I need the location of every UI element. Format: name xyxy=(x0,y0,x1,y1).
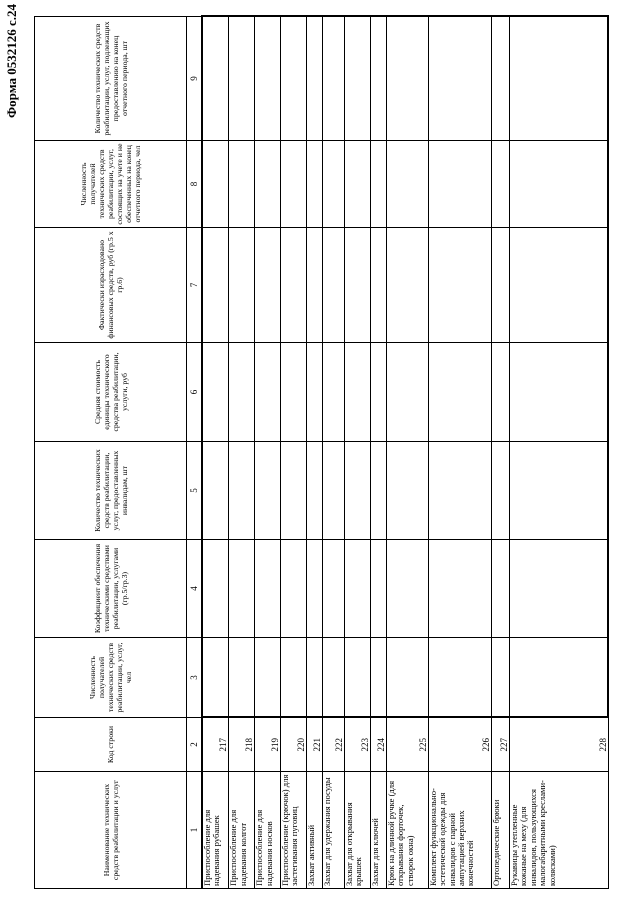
data-cell[interactable] xyxy=(322,638,344,718)
data-cell[interactable] xyxy=(202,540,229,638)
column-number: 7 xyxy=(187,228,203,343)
data-cell[interactable] xyxy=(255,540,281,638)
table-row xyxy=(202,17,229,889)
data-cell[interactable] xyxy=(281,141,307,228)
row-code: 227 xyxy=(491,718,509,772)
data-cell[interactable] xyxy=(229,343,255,442)
row-name: Захват для открывания крышек xyxy=(345,772,371,889)
data-cell[interactable] xyxy=(307,540,323,638)
data-cell[interactable] xyxy=(307,141,323,228)
column-number-row xyxy=(187,17,203,889)
column-header-spent: Фактически израсходовано финансовых средств, руб (гр.5 х гр.6) xyxy=(35,228,187,343)
data-cell[interactable] xyxy=(281,442,307,540)
data-cell[interactable] xyxy=(386,442,428,540)
data-cell[interactable] xyxy=(491,442,509,540)
data-cell[interactable] xyxy=(491,638,509,718)
data-cell[interactable] xyxy=(229,638,255,718)
column-header-coefficient: Коэффициент обеспечения техническими средствами реабилитации, услугами (гр.5/гр.3) xyxy=(35,540,187,638)
data-cell[interactable] xyxy=(255,442,281,540)
row-code: 228 xyxy=(510,718,608,772)
row-name: Приспособление (крючок) для застегивания пуговиц xyxy=(281,772,307,889)
row-name: Приспособление для надевания колгот xyxy=(229,772,255,889)
data-cell[interactable] xyxy=(428,343,491,442)
data-cell[interactable] xyxy=(281,17,307,141)
row-code: 219 xyxy=(255,718,281,772)
data-cell[interactable] xyxy=(510,343,608,442)
table-row xyxy=(371,17,387,889)
data-cell[interactable] xyxy=(202,638,229,718)
data-cell[interactable] xyxy=(202,141,229,228)
data-cell[interactable] xyxy=(345,343,371,442)
column-header-code: Код строки xyxy=(35,718,187,772)
row-code: 224 xyxy=(371,718,387,772)
data-cell[interactable] xyxy=(386,17,428,141)
data-cell[interactable] xyxy=(491,228,509,343)
data-cell[interactable] xyxy=(510,228,608,343)
data-cell[interactable] xyxy=(229,540,255,638)
data-cell[interactable] xyxy=(281,343,307,442)
data-cell[interactable] xyxy=(428,540,491,638)
column-header-unprovided: Численность получателей технических средств реабилитации, услуг, состоящих на учете и не обеспеченных на конец отчетного периода, чел xyxy=(35,141,187,228)
data-cell[interactable] xyxy=(345,442,371,540)
table-row xyxy=(229,17,255,889)
row-code: 225 xyxy=(386,718,428,772)
column-number: 2 xyxy=(187,718,203,772)
data-cell[interactable] xyxy=(202,228,229,343)
column-header-avg-cost: Средняя стоимость единицы технического средства реабилитации, услуги, руб xyxy=(35,343,187,442)
data-cell[interactable] xyxy=(510,540,608,638)
row-code: 222 xyxy=(322,718,344,772)
row-name: Комплект функционально-эстетической одежды для инвалидов с парной ампутацией верхних конечностей xyxy=(428,772,491,889)
data-cell[interactable] xyxy=(322,141,344,228)
row-name: Ортопедические брюки xyxy=(491,772,509,889)
form-code: Форма 0532126 с.24 xyxy=(4,4,19,118)
row-code: 221 xyxy=(307,718,323,772)
row-code: 223 xyxy=(345,718,371,772)
data-cell[interactable] xyxy=(371,442,387,540)
column-number: 1 xyxy=(187,772,203,889)
column-header-quantity: Количество технических средств реабилитации, услуг, предоставленных инвалидам, шт xyxy=(35,442,187,540)
row-name: Приспособление для надевания носков xyxy=(255,772,281,889)
data-cell[interactable] xyxy=(428,638,491,718)
data-cell[interactable] xyxy=(345,17,371,141)
row-name: Крюк на длинной ручке (для открывания форточек, створок окна) xyxy=(386,772,428,889)
data-cell[interactable] xyxy=(202,343,229,442)
data-cell[interactable] xyxy=(307,638,323,718)
data-cell[interactable] xyxy=(322,228,344,343)
row-name: Захват активный xyxy=(307,772,323,889)
data-cell[interactable] xyxy=(322,17,344,141)
data-cell[interactable] xyxy=(386,141,428,228)
row-name: Рукавицы утепленные кожаные на меху (для инвалидов, пользующихся малогабаритными креслами-колясками) xyxy=(510,772,608,889)
data-cell[interactable] xyxy=(229,17,255,141)
column-number: 8 xyxy=(187,141,203,228)
table-row xyxy=(386,17,428,889)
table-row xyxy=(510,17,608,889)
table-row xyxy=(255,17,281,889)
column-number: 4 xyxy=(187,540,203,638)
data-cell[interactable] xyxy=(345,638,371,718)
data-cell[interactable] xyxy=(371,228,387,343)
data-cell[interactable] xyxy=(491,141,509,228)
data-cell[interactable] xyxy=(202,442,229,540)
data-cell[interactable] xyxy=(345,228,371,343)
data-cell[interactable] xyxy=(345,141,371,228)
column-number: 6 xyxy=(187,343,203,442)
row-code: 218 xyxy=(229,718,255,772)
data-cell[interactable] xyxy=(255,638,281,718)
data-cell[interactable] xyxy=(491,540,509,638)
data-cell[interactable] xyxy=(255,17,281,141)
row-code: 220 xyxy=(281,718,307,772)
data-cell[interactable] xyxy=(510,17,608,141)
data-cell[interactable] xyxy=(386,343,428,442)
data-cell[interactable] xyxy=(307,442,323,540)
row-code: 217 xyxy=(202,718,229,772)
row-name: Захват для удержания посуды xyxy=(322,772,344,889)
column-header-to-provide: Количество технических средств реабилитации, услуг, подлежащих предоставлению на конец отчетного периода, шт xyxy=(35,17,187,141)
data-cell[interactable] xyxy=(491,343,509,442)
data-cell[interactable] xyxy=(322,343,344,442)
data-cell[interactable] xyxy=(371,141,387,228)
column-number: 3 xyxy=(187,638,203,718)
data-cell[interactable] xyxy=(255,343,281,442)
data-cell[interactable] xyxy=(281,228,307,343)
data-cell[interactable] xyxy=(428,442,491,540)
data-cell[interactable] xyxy=(510,141,608,228)
row-code: 226 xyxy=(428,718,491,772)
data-cell[interactable] xyxy=(229,228,255,343)
table-body xyxy=(202,17,608,889)
data-cell[interactable] xyxy=(371,638,387,718)
table-row xyxy=(322,17,344,889)
row-name: Приспособление для надевания рубашек xyxy=(202,772,229,889)
data-cell[interactable] xyxy=(202,17,229,141)
data-cell[interactable] xyxy=(345,540,371,638)
report-table xyxy=(34,16,609,890)
table-row xyxy=(307,17,323,889)
column-number: 9 xyxy=(187,17,203,141)
column-number: 5 xyxy=(187,442,203,540)
data-cell[interactable] xyxy=(510,638,608,718)
column-header-name: Наименование технических средств реабилитации и услуг xyxy=(35,772,187,889)
data-cell[interactable] xyxy=(322,442,344,540)
data-cell[interactable] xyxy=(322,540,344,638)
data-cell[interactable] xyxy=(491,17,509,141)
data-cell[interactable] xyxy=(307,343,323,442)
data-cell[interactable] xyxy=(371,540,387,638)
data-cell[interactable] xyxy=(229,442,255,540)
data-cell[interactable] xyxy=(428,17,491,141)
data-cell[interactable] xyxy=(386,638,428,718)
data-cell[interactable] xyxy=(255,228,281,343)
data-cell[interactable] xyxy=(386,228,428,343)
data-cell[interactable] xyxy=(307,17,323,141)
data-cell[interactable] xyxy=(281,638,307,718)
column-header-recipients: Численность получателей технических средств реабилитации, услуг, чел xyxy=(35,638,187,718)
row-name: Захват для ключей xyxy=(371,772,387,889)
data-cell[interactable] xyxy=(386,540,428,638)
data-cell[interactable] xyxy=(229,141,255,228)
data-cell[interactable] xyxy=(371,343,387,442)
data-cell[interactable] xyxy=(281,540,307,638)
data-cell[interactable] xyxy=(510,442,608,540)
table-row xyxy=(491,17,509,889)
data-cell[interactable] xyxy=(428,141,491,228)
data-cell[interactable] xyxy=(255,141,281,228)
data-cell[interactable] xyxy=(371,17,387,141)
header-row xyxy=(35,17,187,889)
data-cell[interactable] xyxy=(307,228,323,343)
table-row xyxy=(281,17,307,889)
table-row xyxy=(345,17,371,889)
table-row xyxy=(428,17,491,889)
data-cell[interactable] xyxy=(428,228,491,343)
